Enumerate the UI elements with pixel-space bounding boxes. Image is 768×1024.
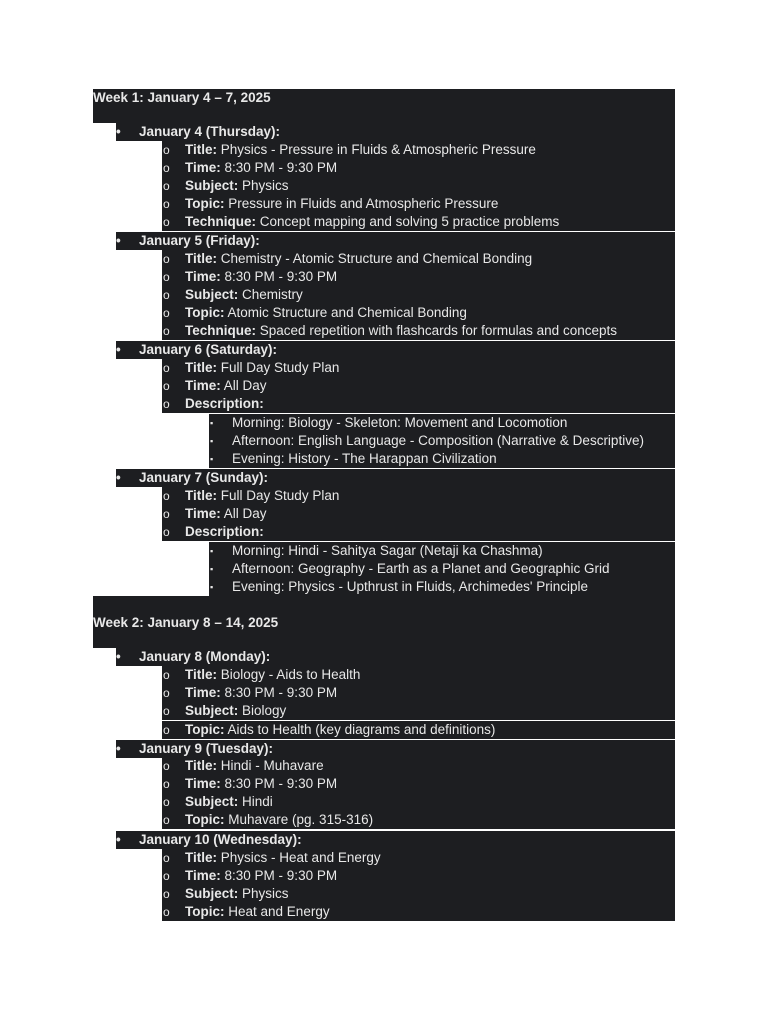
- day-label: January 8 (Monday):: [139, 649, 271, 664]
- detail-technique: o Technique: Spaced repetition with flashcards for formulas and concepts: [162, 322, 675, 340]
- day-jan-5: [116, 232, 675, 250]
- circle-bullet-icon: o: [163, 905, 170, 919]
- detail-subject: o Subject: Chemistry: [162, 286, 675, 304]
- bullet-icon: •: [116, 233, 121, 248]
- circle-bullet-icon: o: [163, 795, 170, 809]
- detail-topic: o Topic: Atomic Structure and Chemical Bonding: [162, 304, 675, 322]
- day-jan-4: [116, 123, 675, 141]
- day-label: January 10 (Wednesday):: [139, 832, 302, 847]
- circle-bullet-icon: o: [163, 489, 170, 503]
- detail-technique: o Technique: Concept mapping and solving 5 practice problems: [162, 213, 675, 231]
- sub-item-afternoon: ▪ Afternoon: Geography - Earth as a Planet and Geographic Grid: [209, 560, 675, 578]
- day-label: January 7 (Sunday):: [139, 470, 269, 485]
- week-1-spacer: [93, 107, 675, 123]
- week-2-spacer-top: [93, 596, 675, 614]
- circle-bullet-icon: o: [163, 397, 170, 411]
- bullet-icon: •: [116, 342, 121, 357]
- week-1-heading: Week 1: January 4 – 7, 2025: [93, 89, 675, 107]
- detail-subject: o Subject: Biology: [162, 702, 675, 720]
- detail-title: o Title: Full Day Study Plan: [162, 487, 675, 505]
- sub-item-evening: ▪ Evening: History - The Harappan Civilization: [209, 450, 675, 468]
- circle-bullet-icon: o: [163, 813, 170, 827]
- circle-bullet-icon: o: [163, 777, 170, 791]
- circle-bullet-icon: o: [163, 851, 170, 865]
- detail-title: o Title: Biology - Aids to Health: [162, 666, 675, 684]
- circle-bullet-icon: o: [163, 507, 170, 521]
- detail-time: o Time: 8:30 PM - 9:30 PM: [162, 775, 675, 793]
- circle-bullet-icon: o: [163, 179, 170, 193]
- detail-title: o Title: Physics - Heat and Energy: [162, 849, 675, 867]
- bullet-icon: •: [116, 832, 121, 847]
- circle-bullet-icon: o: [163, 143, 170, 157]
- detail-subject: o Subject: Physics: [162, 885, 675, 903]
- circle-bullet-icon: o: [163, 686, 170, 700]
- day-jan-8: [116, 648, 675, 666]
- circle-bullet-icon: o: [163, 215, 170, 229]
- detail-time: o Time: 8:30 PM - 9:30 PM: [162, 867, 675, 885]
- day-jan-7: [116, 469, 675, 487]
- day-label: January 5 (Friday):: [139, 233, 260, 248]
- detail-topic: o Topic: Muhavare (pg. 315-316): [162, 811, 675, 829]
- detail-time: o Time: 8:30 PM - 9:30 PM: [162, 268, 675, 286]
- detail-subject: o Subject: Hindi: [162, 793, 675, 811]
- detail-time: o Time: All Day: [162, 377, 675, 395]
- week-2-heading: Week 2: January 8 – 14, 2025: [93, 614, 675, 632]
- detail-title: o Title: Full Day Study Plan: [162, 359, 675, 377]
- circle-bullet-icon: o: [163, 270, 170, 284]
- circle-bullet-icon: o: [163, 668, 170, 682]
- detail-description: o Description:: [162, 395, 675, 413]
- detail-topic: o Topic: Pressure in Fluids and Atmospheric Pressure: [162, 195, 675, 213]
- circle-bullet-icon: o: [163, 197, 170, 211]
- circle-bullet-icon: o: [163, 252, 170, 266]
- detail-time: o Time: All Day: [162, 505, 675, 523]
- day-label: January 4 (Thursday):: [139, 124, 281, 139]
- square-bullet-icon: ▪: [210, 454, 214, 464]
- square-bullet-icon: ▪: [210, 564, 214, 574]
- sub-item-afternoon: ▪ Afternoon: English Language - Composition (Narrative & Descriptive): [209, 432, 675, 450]
- circle-bullet-icon: o: [163, 704, 170, 718]
- detail-title: o Title: Physics - Pressure in Fluids & Atmospheric Pressure: [162, 141, 675, 159]
- circle-bullet-icon: o: [163, 379, 170, 393]
- circle-bullet-icon: o: [163, 288, 170, 302]
- sub-item-morning: ▪ Morning: Biology - Skeleton: Movement and Locomotion: [209, 414, 675, 432]
- circle-bullet-icon: o: [163, 324, 170, 338]
- week-2-spacer: [93, 632, 675, 648]
- sub-item-morning: ▪ Morning: Hindi - Sahitya Sagar (Netaji ka Chashma): [209, 542, 675, 560]
- detail-title: o Title: Hindi - Muhavare: [162, 757, 675, 775]
- day-label: January 6 (Saturday):: [139, 342, 278, 357]
- circle-bullet-icon: o: [163, 869, 170, 883]
- square-bullet-icon: ▪: [210, 436, 214, 446]
- day-label: January 9 (Tuesday):: [139, 741, 274, 756]
- bullet-icon: •: [116, 124, 121, 139]
- circle-bullet-icon: o: [163, 161, 170, 175]
- square-bullet-icon: ▪: [210, 546, 214, 556]
- circle-bullet-icon: o: [163, 525, 170, 539]
- detail-topic: o Topic: Heat and Energy: [162, 903, 675, 921]
- bullet-icon: •: [116, 649, 121, 664]
- circle-bullet-icon: o: [163, 887, 170, 901]
- bullet-icon: •: [116, 741, 121, 756]
- circle-bullet-icon: o: [163, 306, 170, 320]
- detail-time: o Time: 8:30 PM - 9:30 PM: [162, 159, 675, 177]
- detail-topic: o Topic: Aids to Health (key diagrams and definitions): [162, 721, 675, 739]
- circle-bullet-icon: o: [163, 723, 170, 737]
- detail-title: o Title: Chemistry - Atomic Structure and Chemical Bonding: [162, 250, 675, 268]
- bullet-icon: •: [116, 470, 121, 485]
- detail-time: o Time: 8:30 PM - 9:30 PM: [162, 684, 675, 702]
- day-jan-6: [116, 341, 675, 359]
- detail-description: o Description:: [162, 523, 675, 541]
- day-jan-9: [116, 740, 675, 758]
- circle-bullet-icon: o: [163, 759, 170, 773]
- square-bullet-icon: ▪: [210, 418, 214, 428]
- sub-item-evening: ▪ Evening: Physics - Upthrust in Fluids, Archimedes' Principle: [209, 578, 675, 596]
- square-bullet-icon: ▪: [210, 582, 214, 592]
- day-jan-10: [116, 831, 675, 849]
- circle-bullet-icon: o: [163, 361, 170, 375]
- detail-subject: o Subject: Physics: [162, 177, 675, 195]
